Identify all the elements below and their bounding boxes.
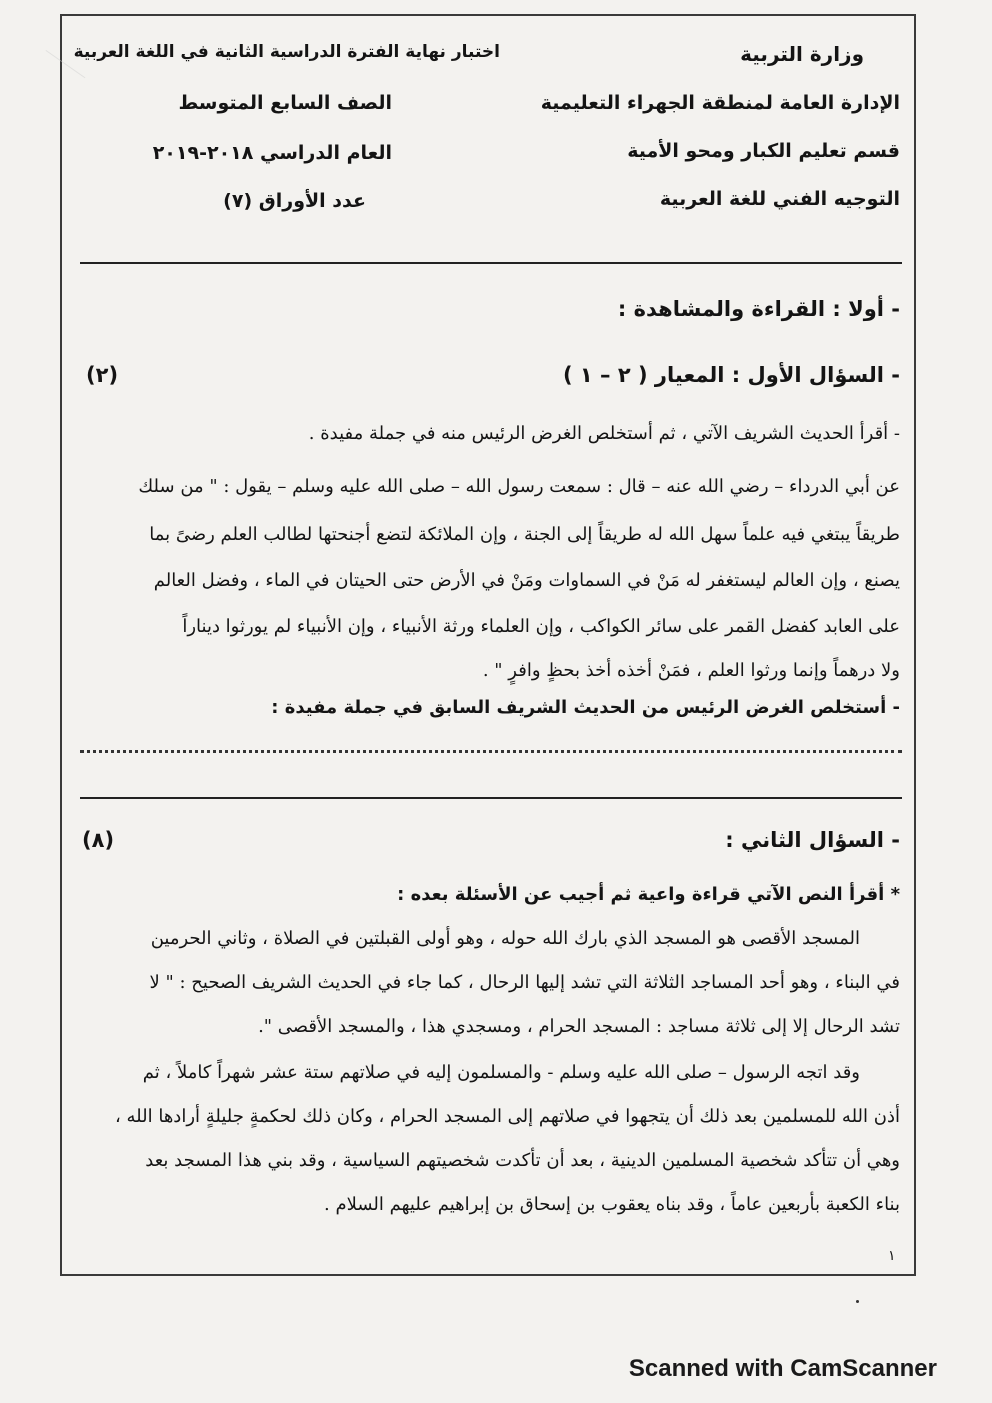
section-divider	[80, 797, 902, 799]
text-line: المسجد الأقصى هو المسجد الذي بارك الله حوله ، وهو أولى القبلتين في الصلاة ، وثاني الحرمين	[150, 928, 860, 949]
text-line: تشد الرحال إلا إلى ثلاثة مساجد : المسجد الحرام ، ومسجدي هذا ، والمسجد الأقصى ".	[258, 1016, 900, 1037]
hadith-line: على العابد كفضل القمر على سائر الكواكب ، وإن العلماء ورثة الأنبياء ، وإن الأنبياء لم يورثوا ديناراً	[182, 616, 900, 637]
directorate-name: الإدارة العامة لمنطقة الجهراء التعليمية	[540, 92, 900, 114]
hadith-line: عن أبي الدرداء – رضي الله عنه – قال : سمعت رسول الله – صلى الله عليه وسلم – يقول : " من سلك	[138, 476, 900, 497]
school-year: العام الدراسي ٢٠١٨-٢٠١٩	[152, 142, 392, 164]
grade-label: الصف السابع المتوسط	[178, 92, 392, 114]
q2-instruction: * أقرأ النص الآتي قراءة واعية ثم أجيب عن الأسئلة بعده :	[397, 884, 900, 905]
text-line: أذن الله للمسلمين بعد ذلك أن يتجهوا في صلاتهم إلى المسجد الحرام ، وكان ذلك لحكمةٍ جليلةٍ أرادها الله ،	[114, 1106, 900, 1127]
department-name: قسم تعليم الكبار ومحو الأمية	[627, 140, 900, 162]
camscanner-watermark: Scanned with CamScanner	[628, 1355, 937, 1382]
scan-speck	[856, 1300, 859, 1303]
page-number: ١	[888, 1248, 896, 1264]
header-divider	[80, 262, 902, 264]
exam-title: اختبار نهاية الفترة الدراسية الثانية في اللغة العربية	[73, 42, 500, 62]
text-line: وقد اتجه الرسول – صلى الله عليه وسلم - والمسلمون إليه في صلاتهم ستة عشر شهراً كاملاً ، ثم	[142, 1062, 860, 1083]
hadith-line: ولا درهماً وإنما ورثوا العلم ، فمَنْ أخذه أخذ بحظٍ وافرٍ " .	[482, 660, 900, 681]
q1-instruction: - أقرأ الحديث الشريف الآتي ، ثم أستخلص الغرض الرئيس منه في جملة مفيدة .	[308, 423, 900, 444]
q1-prompt: - أستخلص الغرض الرئيس من الحديث الشريف السابق في جملة مفيدة :	[271, 697, 900, 718]
q1-marks: (٢)	[86, 363, 119, 387]
text-line: وهي أن تتأكد شخصية المسلمين الدينية ، بعد أن تأكدت شخصيتهم السياسية ، وقد بني هذا المسجد بعد	[145, 1150, 900, 1171]
hadith-line: يصنع ، وإن العالم ليستغفر له مَنْ في السماوات ومَنْ في الأرض حتى الحيتان في الماء ، وفضل العالم	[153, 570, 900, 591]
supervision-name: التوجيه الفني للغة العربية	[659, 188, 900, 210]
hadith-line: طريقاً يبتغي فيه علماً سهل الله له طريقاً إلى الجنة ، وإن الملائكة لتضع أجنحتها لطالب العلم رضىً بما	[149, 524, 900, 545]
section1-title: - أولا : القراءة والمشاهدة :	[617, 297, 900, 321]
q2-title: - السؤال الثاني :	[725, 828, 900, 852]
text-line: بناء الكعبة بأربعين عاماً ، وقد بناه يعقوب بن إسحاق بن إبراهيم عليهم السلام .	[324, 1194, 900, 1215]
q2-marks: (٨)	[82, 828, 115, 852]
q1-title: - السؤال الأول : المعيار ( ٢ – ١ )	[563, 363, 900, 387]
ministry-name: وزارة التربية	[740, 42, 864, 66]
text-line: في البناء ، وهو أحد المساجد الثلاثة التي تشد إليها الرحال ، كما جاء في الحديث الشريف الصحيح : " لا	[149, 972, 900, 993]
answer-line[interactable]	[80, 750, 902, 753]
sheet-count: عدد الأوراق (٧)	[223, 190, 366, 212]
